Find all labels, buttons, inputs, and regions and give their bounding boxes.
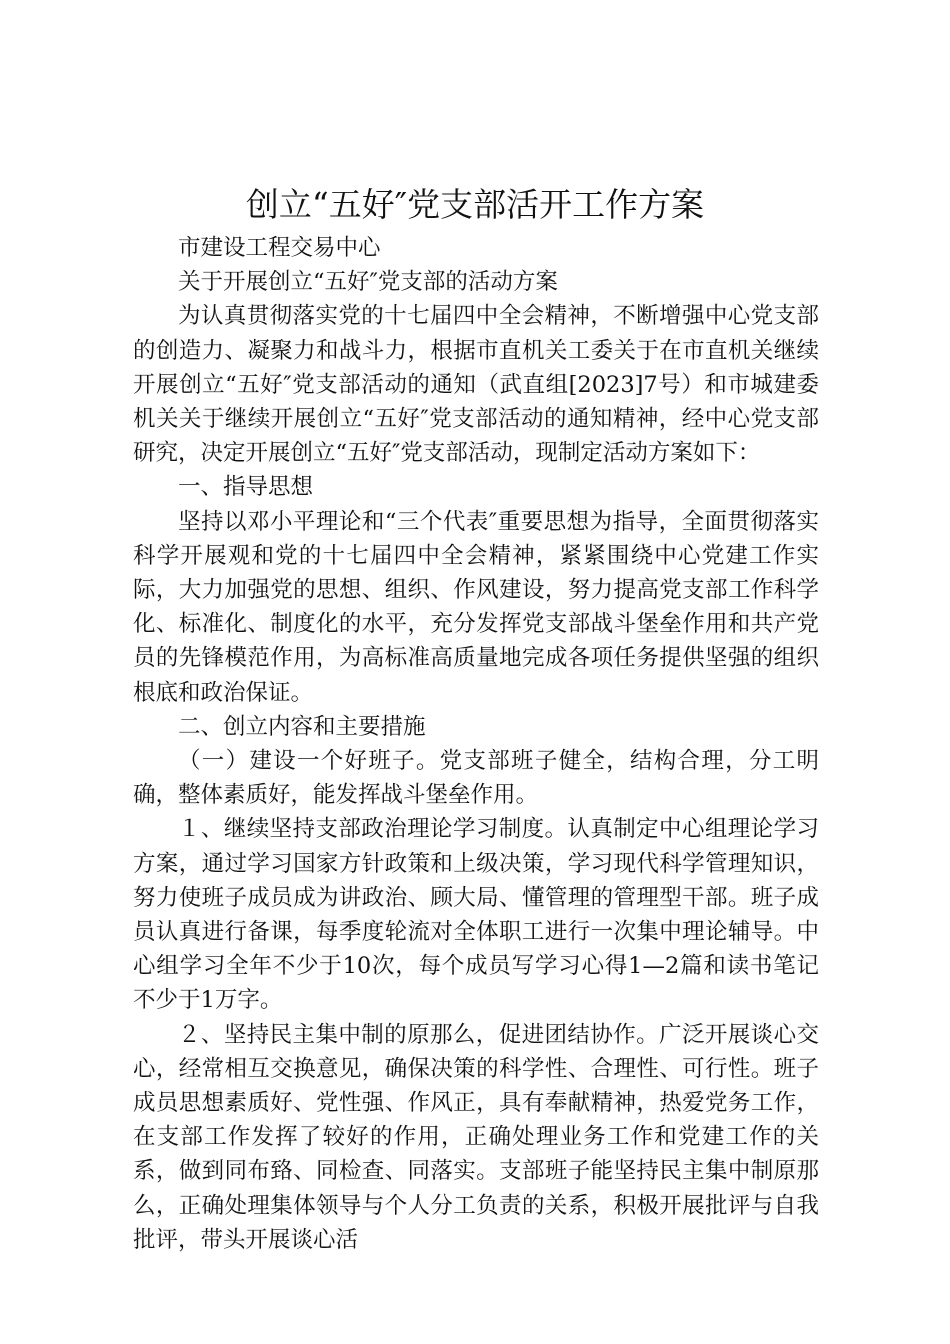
paragraph-intro: 为认真贯彻落实党的十七届四中全会精神，不断增强中心党支部的创造力、凝聚力和战斗力，根据市直机关工委关于在市直机关继续开展创立“五好″党支部活动的通知（武直组[2023]7号）和市城建委机关关于继续开展创立“五好″党支部活动的通知精神，经中心党支部研究，决定开展创立“五好″党支部活动，现制定活动方案如下：	[133, 303, 819, 467]
paragraph-item-1: （一）建设一个好班子。党支部班子健全，结构合理，分工明确，整体素质好，能发挥战斗堡垒作用。	[133, 748, 819, 809]
document-body	[133, 231, 819, 1257]
paragraph-guiding-thought: 坚持以邓小平理论和“三个代表″重要思想为指导，全面贯彻落实科学开展观和党的十七届四中全会精神，紧紧围绕中心党建工作实际，大力加强党的思想、组织、作风建设，努力提高党支部工作科学化、标准化、制度化的水平，充分发挥党支部战斗堡垒作用和共产党员的先锋模范作用，为高标准高质量地完成各项任务提供坚强的组织根底和政治保证。	[133, 508, 819, 706]
section-heading-guiding-thought: 一、指导思想	[178, 474, 314, 501]
paragraph-subtitle: 关于开展创立“五好″党支部的活动方案	[178, 269, 558, 296]
paragraph-organization: 市建设工程交易中心	[178, 235, 381, 261]
paragraph-subitem-2: ２、坚持民主集中制的原那么，促进团结协作。广泛开展谈心交心，经常相互交换意见，确保决策的科学性、合理性、可行性。班子成员思想素质好、党性强、作风正，具有奉献精神，热爱党务工作，在支部工作发挥了较好的作用，正确处理业务工作和党建工作的关系，做到同布臵、同检查、同落实。支部班子能坚持民主集中制原那么，正确处理集体领导与个人分工负责的关系，积极开展批评与自我批评，带头开展谈心活	[133, 1021, 819, 1253]
section-heading-content-measures: 二、创立内容和主要措施	[178, 713, 426, 740]
document-title: 创立“五好″党支部活开工作方案	[245, 185, 705, 224]
paragraph-subitem-1: １、继续坚持支部政治理论学习制度。认真制定中心组理论学习方案，通过学习国家方针政策和上级决策，学习现代科学管理知识，努力使班子成员成为讲政治、顾大局、懂管理的管理型干部。班子成员认真进行备课，每季度轮流对全体职工进行一次集中理论辅导。中心组学习全年不少于10次，每个成员写学习心得1—2篇和读书笔记不少于1万字。	[133, 816, 819, 1014]
